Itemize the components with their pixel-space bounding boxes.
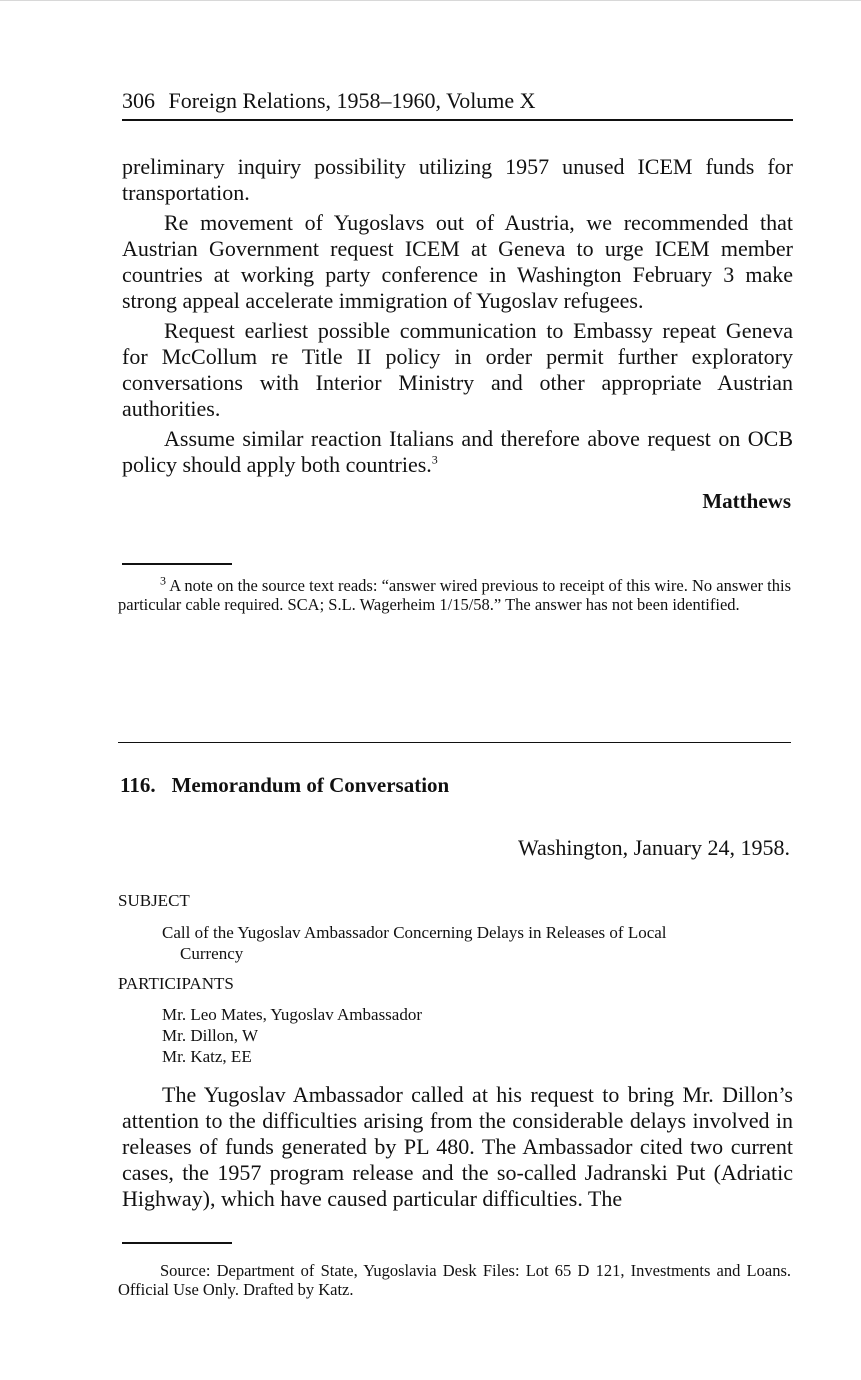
footnote-marker: 3	[160, 573, 166, 588]
memorandum-body	[122, 1082, 793, 1216]
paragraph-text: Assume similar reaction Italians and therefore above request on OCB policy should apply both countries.	[122, 426, 793, 477]
paragraph: preliminary inquiry possibility utilizing 1957 unused ICEM funds for transportation.	[122, 154, 793, 205]
subject-text	[162, 922, 667, 964]
document-title: Memorandum of Conversation	[171, 773, 450, 797]
source-note-rule	[122, 1242, 232, 1244]
participant: Mr. Leo Mates, Yugoslav Ambassador	[162, 1005, 423, 1024]
signature: Matthews	[702, 489, 791, 513]
participant: Mr. Dillon, W	[162, 1026, 259, 1045]
header-rule	[122, 119, 793, 121]
paragraph: The Yugoslav Ambassador called at his request to bring Mr. Dillon’s attention to the difficulties arising from the considerable delays involved in releases of funds generated by PL 480. The Ambassador cited two current cases, the 1957 program release and the so-called Jadranski Put (Adriatic Highway), which have caused particular difficulties. The	[122, 1082, 793, 1211]
running-header	[122, 88, 793, 114]
document-heading	[120, 773, 449, 798]
source-note	[118, 1261, 791, 1299]
paragraph: Request earliest possible communication to Embassy repeat Geneva for McCollum re Title II policy in order permit further exploratory conversations with Interior Ministry and other appropriate Austrian authorities.	[122, 318, 793, 421]
subject-line: Call of the Yugoslav Ambassador Concerning Delays in Releases of Local	[162, 923, 667, 942]
continued-telegram-text	[122, 154, 793, 482]
footnote-rule	[122, 563, 232, 565]
subject-label: SUBJECT	[118, 891, 190, 910]
paragraph	[122, 426, 793, 478]
scan-top-border	[0, 0, 861, 1]
source-note-text: Source: Department of State, Yugoslavia Desk Files: Lot 65 D 121, Investments and Loans. Official Use Only. Drafted by Katz.	[118, 1261, 791, 1299]
dateline: Washington, January 24, 1958.	[518, 835, 790, 860]
subject-line: Currency	[180, 944, 244, 963]
footnote-reference: 3	[431, 452, 438, 467]
footnote-text: A note on the source text reads: “answer wired previous to receipt of this wire. No answer this particular cable required. SCA; S.L. Wagerheim 1/15/58.” The answer has not been identified.	[118, 576, 791, 614]
participants-label: PARTICIPANTS	[118, 974, 234, 993]
page-number: 306	[122, 88, 155, 113]
running-title: Foreign Relations, 1958–1960, Volume X	[168, 88, 536, 113]
paragraph: Re movement of Yugoslavs out of Austria, we recommended that Austrian Government request ICEM at Geneva to urge ICEM member countries at working party conference in Washington February 3 make strong appeal accelerate immigration of Yugoslav refugees.	[122, 210, 793, 313]
participants-list	[162, 1004, 422, 1067]
participant: Mr. Katz, EE	[162, 1047, 252, 1066]
footnote	[118, 573, 791, 614]
document-number: 116.	[120, 773, 156, 797]
section-divider	[118, 742, 791, 743]
